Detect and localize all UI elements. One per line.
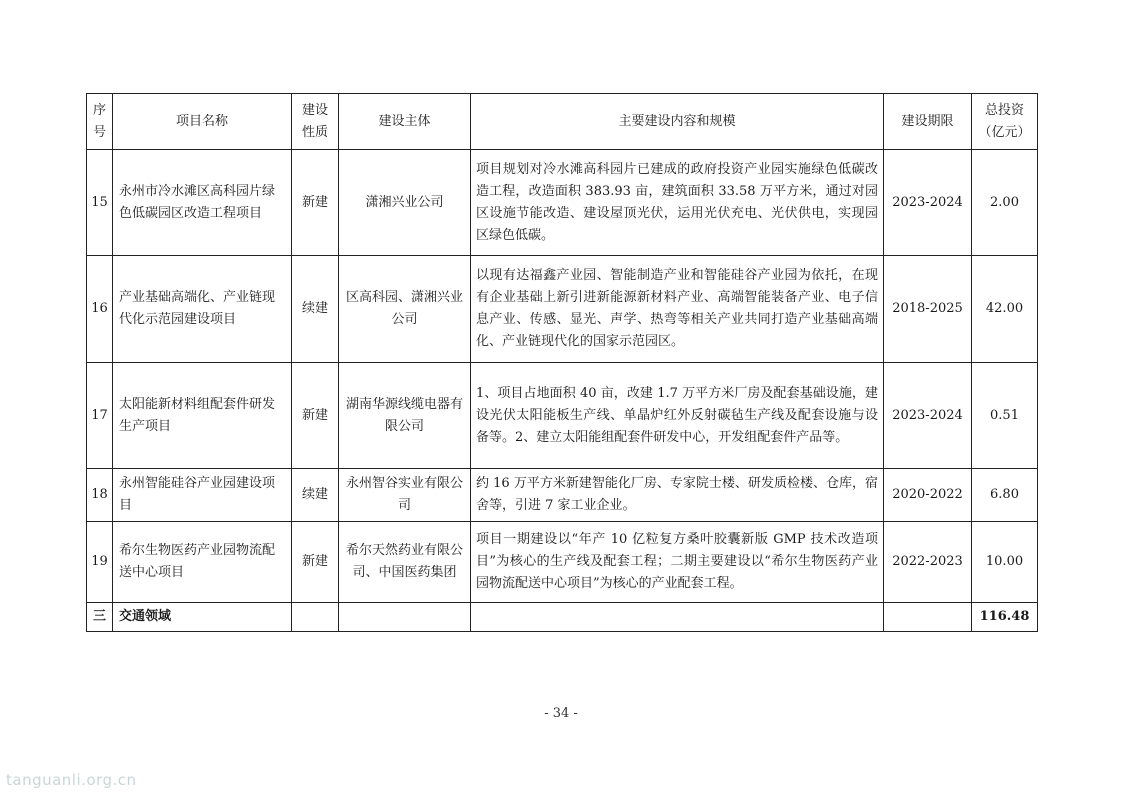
section-name: 交通领域 <box>113 603 292 632</box>
table-header-row <box>87 94 1038 150</box>
row-nature: 新建 <box>292 150 339 256</box>
row-seq: 19 <box>87 522 113 603</box>
row-name: 永州智能硅谷产业园建设项目 <box>113 469 292 522</box>
section-seq: 三 <box>87 603 113 632</box>
row-owner: 潇湘兴业公司 <box>339 150 471 256</box>
header-owner: 建设主体 <box>339 94 471 150</box>
row-nature: 续建 <box>292 469 339 522</box>
row-content: 1、项目占地面积 40 亩，改建 1.7 万平方米厂房及配套基础设施，建设光伏太阳能板生产线、单晶炉红外反射碳毡生产线及配套设施与设备等。2、建立太阳能组配套件研发中心，开发组配套件产品等。 <box>471 363 884 469</box>
row-seq: 15 <box>87 150 113 256</box>
header-seq: 序 号 <box>87 94 113 150</box>
header-period: 建设期限 <box>884 94 972 150</box>
row-seq: 16 <box>87 256 113 363</box>
row-name: 太阳能新材料组配套件研发生产项目 <box>113 363 292 469</box>
section-investment: 116.48 <box>972 603 1038 632</box>
section-row <box>87 603 1038 632</box>
table-row <box>87 469 1038 522</box>
row-investment: 0.51 <box>972 363 1038 469</box>
row-period: 2023-2024 <box>884 150 972 256</box>
row-nature: 新建 <box>292 363 339 469</box>
table-row <box>87 522 1038 603</box>
row-investment: 10.00 <box>972 522 1038 603</box>
row-seq: 17 <box>87 363 113 469</box>
page-number: - 34 - <box>544 706 578 721</box>
row-period: 2023-2024 <box>884 363 972 469</box>
row-period: 2022-2023 <box>884 522 972 603</box>
row-name: 永州市冷水滩区高科园片绿色低碳园区改造工程项目 <box>113 150 292 256</box>
row-period: 2018-2025 <box>884 256 972 363</box>
row-investment: 6.80 <box>972 469 1038 522</box>
row-nature: 新建 <box>292 522 339 603</box>
section-empty-cell <box>292 603 339 632</box>
table-row <box>87 256 1038 363</box>
section-empty-cell <box>471 603 884 632</box>
table-row <box>87 363 1038 469</box>
row-period: 2020-2022 <box>884 469 972 522</box>
section-empty-cell <box>884 603 972 632</box>
header-content: 主要建设内容和规模 <box>471 94 884 150</box>
row-seq: 18 <box>87 469 113 522</box>
project-table <box>86 93 1038 632</box>
row-investment: 42.00 <box>972 256 1038 363</box>
row-owner: 区高科园、潇湘兴业公司 <box>339 256 471 363</box>
section-empty-cell <box>339 603 471 632</box>
header-investment: 总投资 （亿元） <box>972 94 1038 150</box>
row-content: 以现有达福鑫产业园、智能制造产业和智能硅谷产业园为依托，在现有企业基础上新引进新能源新材料产业、高端智能装备产业、电子信息产业、传感、显光、声学、热弯等相关产业共同打造产业基础高端化、产业链现代化的国家示范园区。 <box>471 256 884 363</box>
table-row <box>87 150 1038 256</box>
row-content: 项目规划对冷水滩高科园片已建成的政府投资产业园实施绿色低碳改造工程，改造面积 383.93 亩，建筑面积 33.58 万平方米，通过对园区设施节能改造、建设屋顶光伏，运用光伏充电、光伏供电，实现园区绿色低碳。 <box>471 150 884 256</box>
row-name: 产业基础高端化、产业链现代化示范园建设项目 <box>113 256 292 363</box>
row-content: 项目一期建设以“年产 10 亿粒复方桑叶胶囊新版 GMP 技术改造项目”为核心的生产线及配套工程；二期主要建设以“希尔生物医药产业园物流配送中心项目”为核心的产业配套工程。 <box>471 522 884 603</box>
row-content: 约 16 万平方米新建智能化厂房、专家院士楼、研发质检楼、仓库，宿舍等，引进 7 家工业企业。 <box>471 469 884 522</box>
row-owner: 湖南华源线缆电器有限公司 <box>339 363 471 469</box>
row-name: 希尔生物医药产业园物流配送中心项目 <box>113 522 292 603</box>
header-name: 项目名称 <box>113 94 292 150</box>
row-owner: 希尔天然药业有限公司、中国医药集团 <box>339 522 471 603</box>
row-nature: 续建 <box>292 256 339 363</box>
watermark-text: tanguanli.org.cn <box>6 771 137 789</box>
row-investment: 2.00 <box>972 150 1038 256</box>
header-nature: 建设 性质 <box>292 94 339 150</box>
row-owner: 永州智谷实业有限公司 <box>339 469 471 522</box>
